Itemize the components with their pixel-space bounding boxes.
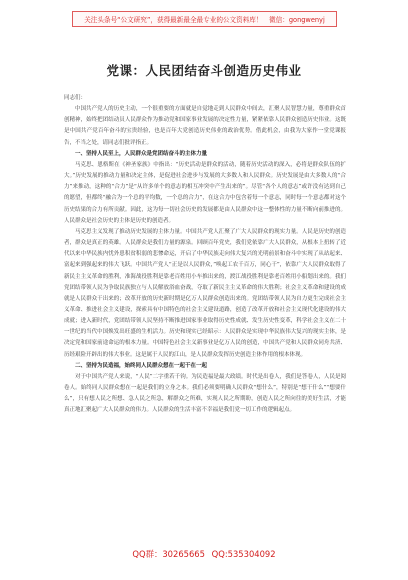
section-heading: 一、坚持人民至上，人民群众是党团结奋斗的主体力量 xyxy=(75,150,208,157)
document-body xyxy=(64,93,346,417)
paragraph: 中国共产党人的历史主动，一个很重要的方面就是自觉地走到人民群众中间去，汇聚人民智慧力量，尊重群众首创精神，始终把团结动员人民群众作为推动党和国家事业发展的决定性力量，紧紧依靠人民群众创造历史伟业。这既是中国共产党百年奋斗的宝贵经验，也是百年大党创造历史伟业的政治优势。借此机会，由我为大家作一堂党课报告，不当之处，请同志们批评指正。 xyxy=(64,106,346,146)
salutation: 同志们： xyxy=(64,95,87,101)
paragraph: 马克思主义发现了推动历史发展的主体力量。中国共产党人汇聚了广大人民群众的现实力量。人民是历史的创造者，群众是真正的英雄。人民群众是我们力量的源泉。回顾百年党史，我们党依靠广大人民群众，从根本上扭转了近代以来中华民族内忧外患积贫积弱的悲惨命运，开启了中华民族走向伟大复兴的光明前景和奋斗中实现了从站起来、富起来到强起来的伟大飞跃。中国共产党人“正是以人民群众，”唤起工农千百万，同心干”，依靠广大人民群众取得了新民主主义革命的胜利，准海战役胜利是靠老百姓用小车推出来的，渡江战役胜利是靠老百姓用小船划出来的。我们党团结带领人民为争取民族独立与人民解放浴血奋战，夺取了新民主主义革命的伟大胜利；社会主义革命和建设的成就是人民群众干出来的；改革开放的历史新时期是亿万人民群众创造出来的。党团结带领人民为自力更生完成社会主义革命、推进社会主义建设，探索具有中国特色的社会主义建设道路，创造了改革开放和社会主义现代化建设的伟大成就；进入新时代，党团结带领人民坚持不断推进国家事业取得历史性成就、发生历史性变革，科学社会主义在二十一世纪的当代中国焕发出旺盛的生机活力。历史和现实已经昭示：人民群众是实现中华民族伟大复兴的现实主体，是决定党和国家前途命运的根本力量。中国特色社会主义新事业是亿万人民的创造，中国共产党和人民群众同舟共济、历经艰险开辟出的伟大事业。这是属于人民的江山，是人民群众发挥历史创造主体作用的根本体现。 xyxy=(64,228,346,358)
contact-footer: QQ群：30265665 QQ:535304092 xyxy=(132,549,276,559)
paragraph: 对于中国共产党人来说，“人民”二字重若千钧。为民造福是最大政绩。时代是出卷人，我们是答卷人，人民是阅卷人。始终同人民群众想在一起是我们的立身之本。我们必须要明确人民群众“想什么”，特别是“想干什么”“想要什么”，只有想人民之所想、急人民之所急，解群众之所难，实现人民之所期盼，创造人民之所向往的美好生活，才能真正地汇聚起广大人民群众的伟力。人民群众的生活丰富不幸福是我们党一切工作的逻辑起点。 xyxy=(64,373,346,414)
promo-banner: 关注头条号“公文研究”，获得最新最全最专业的公文资料库！ 微信：gongwenyj xyxy=(72,11,337,27)
paragraph: 马克思、恩格斯在《神圣家族》中指出：“历史活动是群众的活动，随着历史活动的深入，必将是群众队伍的扩大。”历史发展的推动力量和决定主体，是促进社会进步与发展的大多数人和人民群众。历史发展是由大多数人的“合力”来推动，这种的“合力”是“从许多单个的意志的相互冲突中产生出来的”。尽管“各个人的意志”或许没有达到自己的愿望，但都终“融合为一个总的平均数，一个总的合力”，在这合力中包含着每一个意志，同时每一个意志都对这个历史结果的合力有所贡献。因此，这为每一切社会历史的发展都是由人民群众中这一整体性的力量不断向前推进的。人民群众是社会历史的主体是历史的创造者。 xyxy=(64,161,346,224)
section-heading: 二、坚持为民造福，始终同人民群众想在一起干在一起 xyxy=(75,362,208,369)
page-title: 党课：人民团结奋斗创造历史伟业 xyxy=(106,63,302,78)
